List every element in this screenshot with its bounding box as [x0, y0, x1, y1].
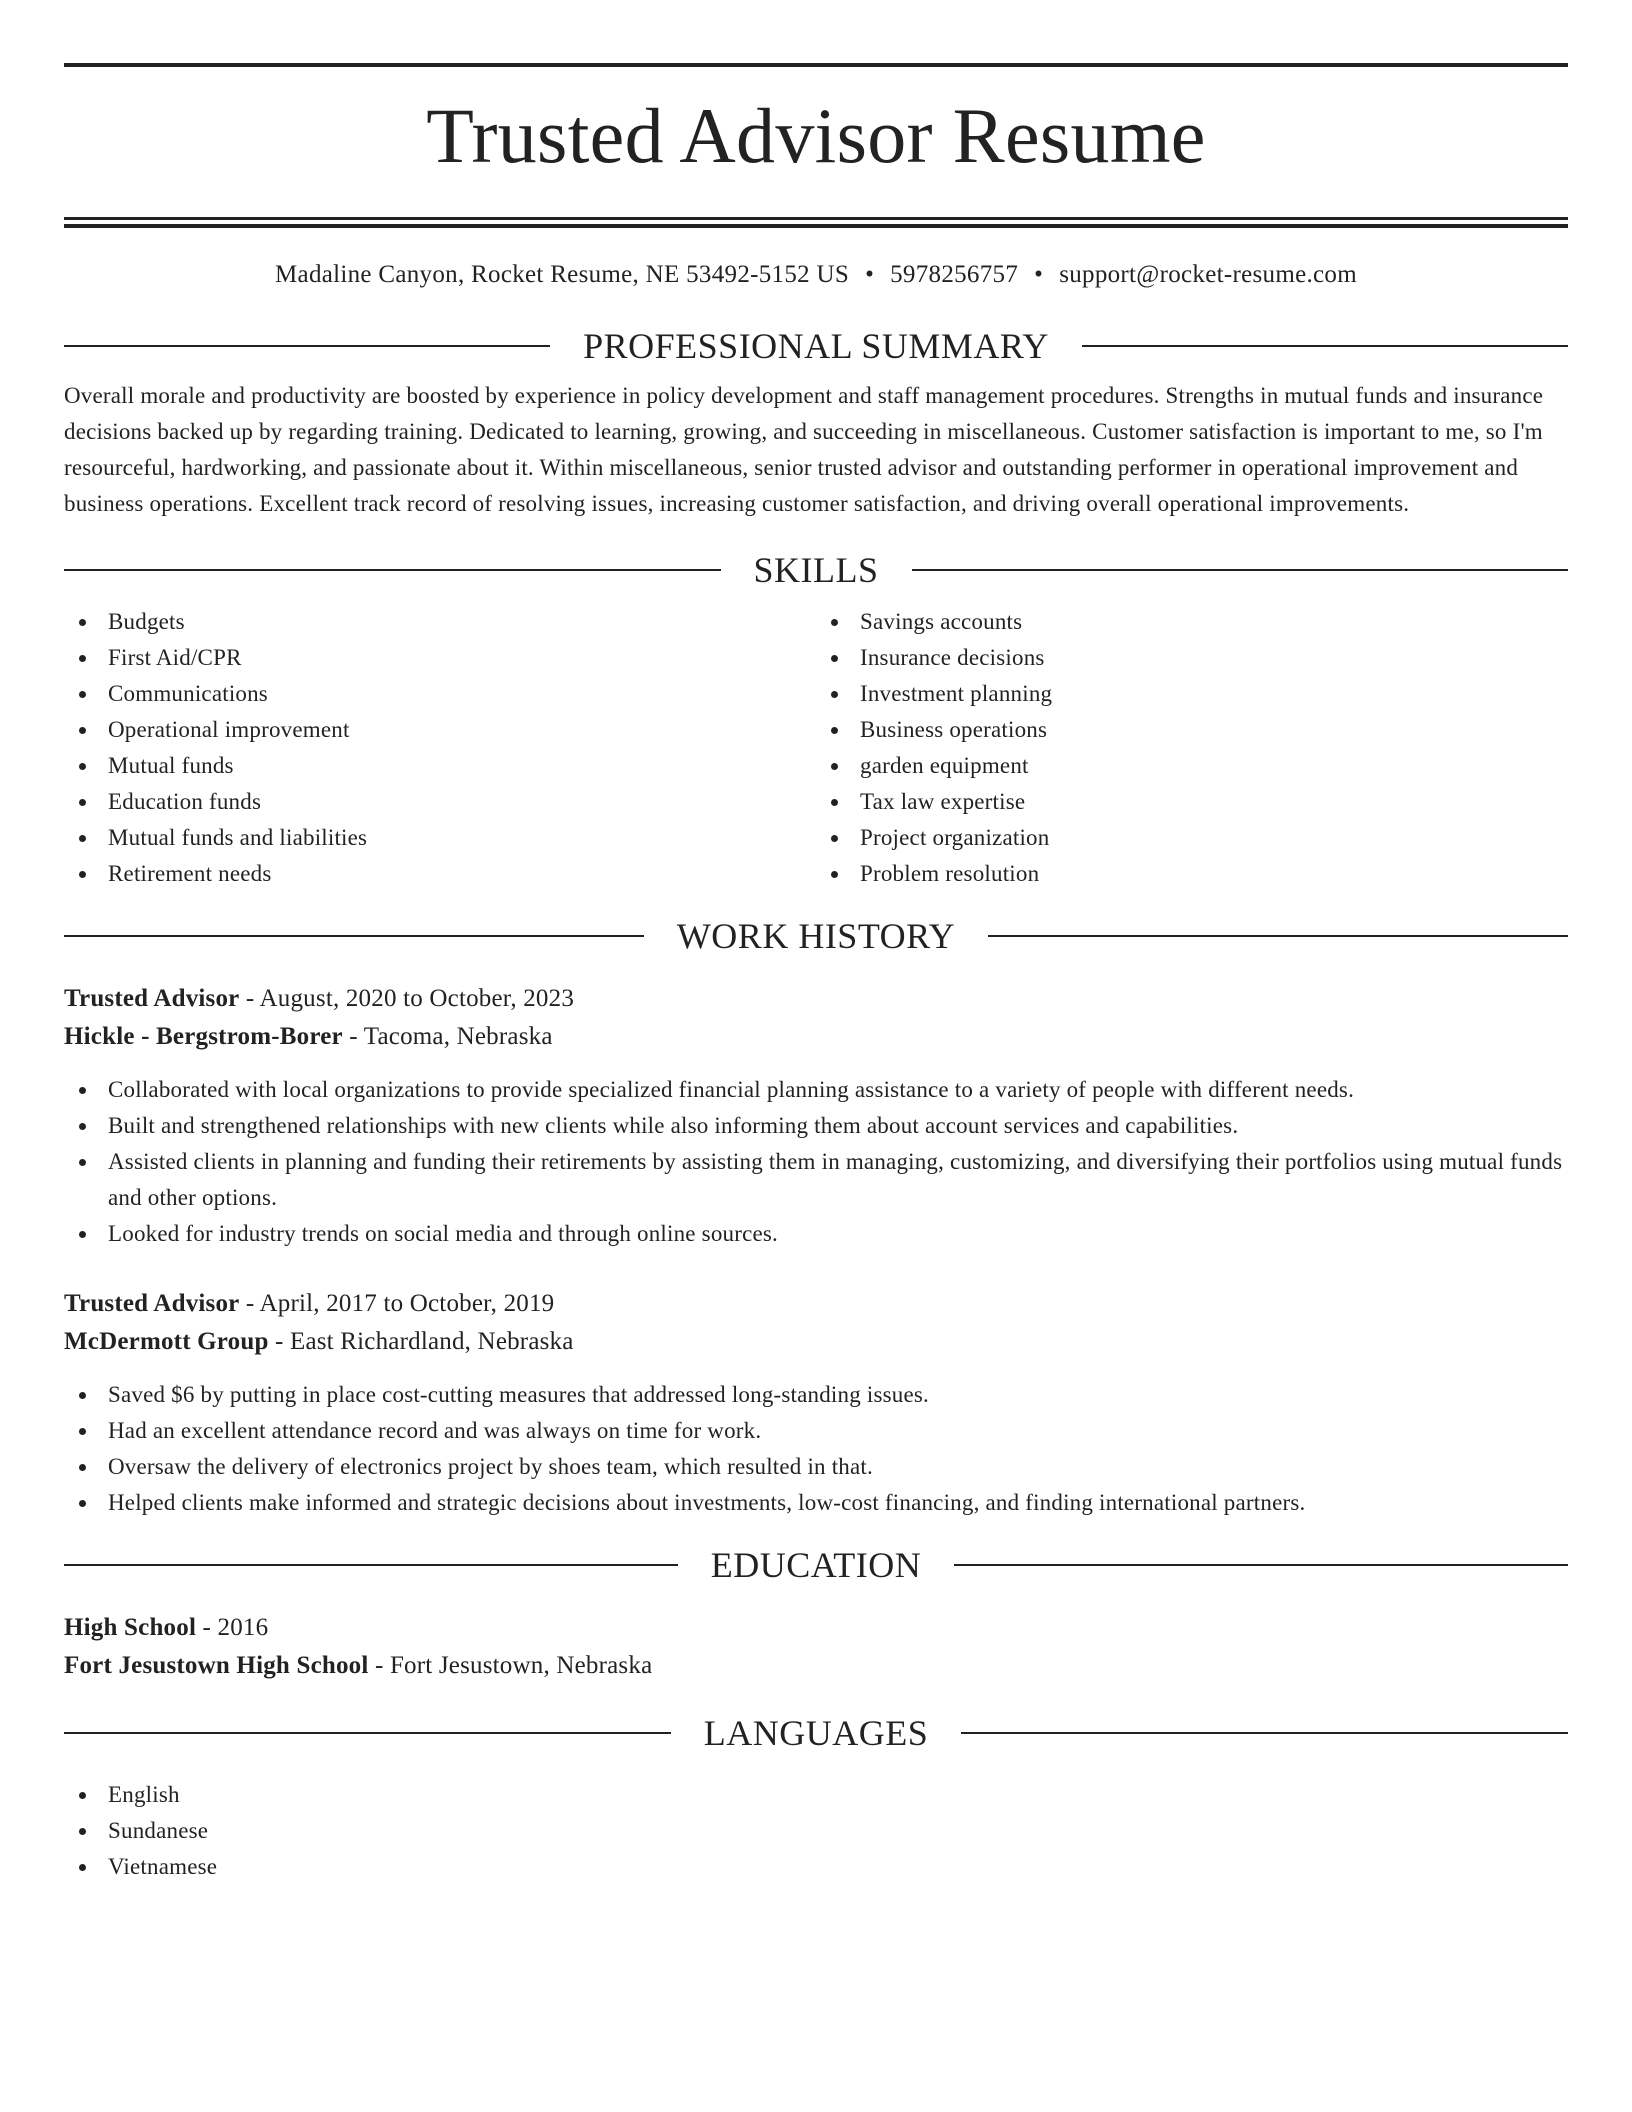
- skill-item: Problem resolution: [816, 856, 1568, 892]
- skill-item: Project organization: [816, 820, 1568, 856]
- job-bullets: [64, 1377, 1568, 1521]
- skills-column-right: [816, 604, 1568, 892]
- section-divider-right: [961, 1732, 1568, 1734]
- education-location: - Fort Jesustown, Nebraska: [368, 1652, 653, 1679]
- skill-item: Savings accounts: [816, 604, 1568, 640]
- job-bullets: [64, 1072, 1568, 1252]
- job-company-line: [64, 1018, 1568, 1056]
- title-double-rule: [64, 217, 1568, 228]
- job-entry: [64, 980, 1568, 1252]
- section-divider-left: [64, 1564, 678, 1566]
- skills-column-left: [64, 604, 816, 892]
- language-item: Sundanese: [64, 1813, 1568, 1849]
- contact-phone: 5978256757: [890, 261, 1019, 288]
- section-divider-left: [64, 935, 644, 937]
- job-bullet: Saved $6 by putting in place cost-cutting measures that addressed long-standing issues.: [64, 1377, 1568, 1413]
- contact-separator: •: [865, 261, 875, 288]
- job-company: McDermott Group: [64, 1328, 269, 1355]
- skill-item: Education funds: [64, 784, 816, 820]
- section-title-education: EDUCATION: [710, 1545, 922, 1585]
- skill-item: Tax law expertise: [816, 784, 1568, 820]
- job-title-line: [64, 1285, 1568, 1323]
- contact-address: Madaline Canyon, Rocket Resume, NE 53492-5152 US: [275, 261, 850, 288]
- education-school-line: [64, 1647, 1568, 1685]
- skill-item: First Aid/CPR: [64, 640, 816, 676]
- job-entry: [64, 1285, 1568, 1521]
- education-school: Fort Jesustown High School: [64, 1652, 369, 1679]
- job-bullet: Had an excellent attendance record and was always on time for work.: [64, 1413, 1568, 1449]
- skill-item: Budgets: [64, 604, 816, 640]
- job-company: Hickle - Bergstrom-Borer: [64, 1023, 343, 1050]
- section-header-summary: [64, 324, 1568, 368]
- language-item: English: [64, 1777, 1568, 1813]
- job-bullet: Helped clients make informed and strategic decisions about investments, low-cost financing, and finding international partners.: [64, 1485, 1568, 1521]
- job-location: - East Richardland, Nebraska: [268, 1328, 574, 1355]
- skill-item: Communications: [64, 676, 816, 712]
- skill-item: Mutual funds and liabilities: [64, 820, 816, 856]
- section-title-work: WORK HISTORY: [676, 916, 956, 956]
- contact-email: support@rocket-resume.com: [1059, 261, 1357, 288]
- skill-item: Retirement needs: [64, 856, 816, 892]
- job-title: Trusted Advisor: [64, 1290, 240, 1317]
- section-divider-right: [1082, 345, 1568, 347]
- job-dates: - August, 2020 to October, 2023: [239, 985, 575, 1012]
- skill-item: Business operations: [816, 712, 1568, 748]
- section-divider-left: [64, 1732, 671, 1734]
- section-header-languages: [64, 1711, 1568, 1755]
- section-divider-right: [954, 1564, 1568, 1566]
- skill-item: Mutual funds: [64, 748, 816, 784]
- job-location: - Tacoma, Nebraska: [342, 1023, 553, 1050]
- job-bullet: Looked for industry trends on social media and through online sources.: [64, 1216, 1568, 1252]
- section-divider-right: [912, 569, 1569, 571]
- section-header-work: [64, 914, 1568, 958]
- education-entry: [64, 1609, 1568, 1685]
- contact-line: [64, 257, 1568, 293]
- job-company-line: [64, 1323, 1568, 1361]
- skills-list: [64, 604, 1568, 892]
- section-header-skills: [64, 548, 1568, 592]
- job-title: Trusted Advisor: [64, 985, 240, 1012]
- summary-paragraph: Overall morale and productivity are boosted by experience in policy development and staff management procedures. Strengths in mutual funds and insurance decisions backed up by regarding training. Dedicated to learning, growing, and succeeding in miscellaneous. Customer satisfaction is important to me, so I'm resourceful, hardworking, and passionate about it. Within miscellaneous, senior trusted advisor and outstanding performer in operational improvement and business operations. Excellent track record of resolving issues, increasing customer satisfaction, and driving overall operational improvements.: [64, 383, 1544, 516]
- job-title-line: [64, 980, 1568, 1018]
- job-bullet: Built and strengthened relationships with new clients while also informing them about account services and capabilities.: [64, 1108, 1568, 1144]
- section-divider-left: [64, 345, 550, 347]
- education-degree: High School: [64, 1614, 197, 1641]
- job-dates: - April, 2017 to October, 2019: [239, 1290, 555, 1317]
- job-bullet: Collaborated with local organizations to provide specialized financial planning assistance to a variety of people with different needs.: [64, 1072, 1568, 1108]
- section-divider-right: [988, 935, 1568, 937]
- skill-item: garden equipment: [816, 748, 1568, 784]
- resume-title: Trusted Advisor Resume: [426, 92, 1206, 179]
- section-header-education: [64, 1543, 1568, 1587]
- job-bullet: Oversaw the delivery of electronics project by shoes team, which resulted in that.: [64, 1449, 1568, 1485]
- education-degree-line: [64, 1609, 1568, 1647]
- skill-item: Insurance decisions: [816, 640, 1568, 676]
- contact-separator: •: [1034, 261, 1044, 288]
- section-title-skills: SKILLS: [753, 550, 879, 590]
- section-divider-left: [64, 569, 721, 571]
- skill-item: Investment planning: [816, 676, 1568, 712]
- education-year: - 2016: [196, 1614, 269, 1641]
- skill-item: Operational improvement: [64, 712, 816, 748]
- top-rule: [64, 63, 1568, 67]
- job-bullet: Assisted clients in planning and funding their retirements by assisting them in managing, customizing, and diversifying their portfolios using mutual funds and other options.: [64, 1144, 1568, 1216]
- languages-list: [64, 1777, 1568, 1885]
- section-title-summary: PROFESSIONAL SUMMARY: [583, 326, 1049, 366]
- language-item: Vietnamese: [64, 1849, 1568, 1885]
- section-title-languages: LANGUAGES: [703, 1713, 929, 1753]
